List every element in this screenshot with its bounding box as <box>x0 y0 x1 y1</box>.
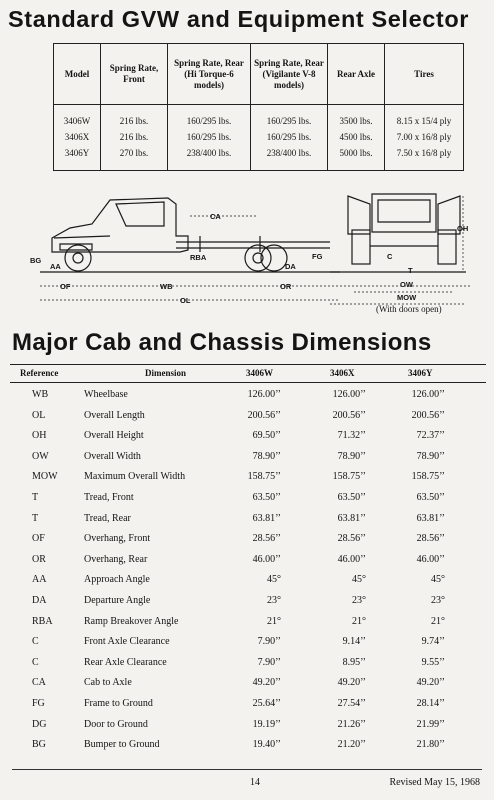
dims-3406w: 63.81’’ <box>252 512 281 524</box>
gvw-header: Spring Rate, Rear (Hi Torque-6 models) <box>168 44 251 105</box>
table-row <box>0 694 494 714</box>
dims-dimension: Rear Axle Clearance <box>84 656 167 668</box>
dims-ref: MOW <box>32 471 58 483</box>
gvw-title: Standard GVW and Equipment Selector <box>8 6 470 32</box>
dims-ref: CA <box>32 677 46 689</box>
dims-3406w: 7.90’’ <box>257 636 281 648</box>
dims-dimension: Tread, Rear <box>84 512 131 524</box>
table-row <box>0 385 494 405</box>
gvw-table <box>53 43 464 171</box>
label-c: C <box>387 252 393 261</box>
dims-3406x: 158.75’’ <box>332 471 366 483</box>
dims-ref: DG <box>32 718 47 730</box>
dims-3406x: 78.90’’ <box>337 450 366 462</box>
dims-dimension: Bumper to Ground <box>84 739 160 751</box>
gvw-header: Spring Rate, Front <box>101 44 168 105</box>
dims-3406y: 28.14’’ <box>416 698 445 709</box>
page-number: 14 <box>250 777 260 788</box>
gvw-cell: 216 lbs. <box>101 105 168 130</box>
dims-3406y: 9.55’’ <box>421 656 445 668</box>
gvw-header: Spring Rate, Rear (Vigilante V-8 models) <box>251 44 328 105</box>
label-ow: OW <box>400 280 413 289</box>
dims-dimension: Tread, Front <box>84 492 134 503</box>
dims-top-rule <box>10 364 486 365</box>
table-row <box>0 632 494 652</box>
label-oh: OH <box>457 224 469 233</box>
dims-3406y: 63.81’’ <box>416 512 445 524</box>
dims-ref: T <box>32 492 39 503</box>
dims-3406y: 63.50’’ <box>416 492 445 503</box>
dims-3406x: 71.32’’ <box>337 430 366 442</box>
dims-3406w: 46.00’’ <box>252 553 281 565</box>
dims-3406w: 69.50’’ <box>252 430 281 442</box>
table-row <box>0 570 494 590</box>
gvw-cell: 3500 lbs. <box>328 105 385 130</box>
diagram-caption: (With doors open) <box>376 304 442 314</box>
dims-3406y: 49.20’’ <box>416 677 445 689</box>
dims-dimension: Overall Length <box>84 409 145 421</box>
gvw-cell: 3406Y <box>54 145 101 171</box>
dims-3406x: 200.56’’ <box>332 409 366 421</box>
gvw-cell: 160/295 lbs. <box>168 105 251 130</box>
dims-3406x: 21.26’’ <box>337 718 366 730</box>
dims-3406y: 72.37’’ <box>416 430 445 442</box>
table-row <box>0 591 494 611</box>
gvw-cell: 160/295 lbs. <box>168 129 251 145</box>
dims-dimension: Cab to Axle <box>84 677 132 689</box>
dims-3406y: 45° <box>431 574 445 586</box>
dims-3406x: 27.54’’ <box>337 698 366 709</box>
dims-3406x: 46.00’’ <box>337 553 366 565</box>
dims-3406x: 8.95’’ <box>342 656 366 668</box>
dims-ref: WB <box>32 389 49 400</box>
dims-3406y: 21.99’’ <box>416 718 445 730</box>
label-or: OR <box>280 282 292 291</box>
dims-3406y: 200.56’’ <box>411 409 445 421</box>
gvw-cell: 216 lbs. <box>101 129 168 145</box>
gvw-cell: 3406X <box>54 129 101 145</box>
dims-dimension: Front Axle Clearance <box>84 636 170 648</box>
label-mow: MOW <box>397 293 417 302</box>
dims-ref: RBA <box>32 615 53 627</box>
dims-3406x: 63.81’’ <box>337 512 366 524</box>
table-row <box>54 105 464 130</box>
dims-dimension: Overall Height <box>84 430 144 442</box>
dims-3406y: 21° <box>431 615 445 627</box>
footer-rule <box>12 769 482 770</box>
gvw-header: Tires <box>385 44 464 105</box>
dims-dimension: Ramp Breakover Angle <box>84 615 179 627</box>
dims-header-dimension: Dimension <box>145 368 187 378</box>
label-fg: FG <box>312 252 323 261</box>
dims-3406x: 21° <box>352 615 366 627</box>
dims-3406x: 126.00’’ <box>332 389 366 400</box>
dims-3406w: 19.40’’ <box>252 739 281 751</box>
table-row <box>54 145 464 171</box>
table-row <box>0 488 494 508</box>
label-t: T <box>408 266 413 275</box>
dims-3406x: 63.50’’ <box>337 492 366 503</box>
dims-dimension: Approach Angle <box>84 574 150 586</box>
dims-ref: C <box>32 636 39 648</box>
label-aa: AA <box>50 262 61 271</box>
dims-3406x: 28.56’’ <box>337 533 366 545</box>
dims-3406y: 78.90’’ <box>416 450 445 462</box>
gvw-cell: 270 lbs. <box>101 145 168 171</box>
dims-dimension: Overhang, Front <box>84 533 151 545</box>
dims-3406w: 23° <box>267 595 281 606</box>
dims-3406y: 28.56’’ <box>416 533 445 545</box>
revision-date: Revised May 15, 1968 <box>389 777 480 788</box>
dims-header-rule <box>10 382 486 383</box>
dims-ref: OL <box>32 409 46 421</box>
dims-3406w: 45° <box>267 574 281 586</box>
gvw-cell: 160/295 lbs. <box>251 105 328 130</box>
dims-3406w: 28.56’’ <box>252 533 281 545</box>
vehicle-dimension-diagram <box>30 186 470 316</box>
gvw-cell: 7.00 x 16/8 ply <box>385 129 464 145</box>
table-row <box>0 426 494 446</box>
table-row <box>0 509 494 529</box>
table-row <box>0 673 494 693</box>
label-rba: RBA <box>190 253 207 262</box>
label-ca: CA <box>210 212 221 221</box>
dims-3406w: 49.20’’ <box>252 677 281 689</box>
dims-3406y: 126.00’’ <box>411 389 445 400</box>
table-row <box>0 550 494 570</box>
label-bg: BG <box>30 256 42 265</box>
dims-3406w: 63.50’’ <box>252 492 281 503</box>
dims-3406x: 49.20’’ <box>337 677 366 689</box>
gvw-cell: 8.15 x 15/4 ply <box>385 105 464 130</box>
table-row <box>0 735 494 755</box>
gvw-cell: 4500 lbs. <box>328 129 385 145</box>
dims-3406y: 23° <box>431 595 445 606</box>
dims-ref: C <box>32 656 39 668</box>
dims-dimension: Maximum Overall Width <box>84 471 186 483</box>
gvw-header-row <box>54 44 464 105</box>
dims-dimension: Frame to Ground <box>84 698 153 709</box>
table-row <box>0 447 494 467</box>
dims-ref: T <box>32 512 39 524</box>
table-row <box>54 129 464 145</box>
dims-3406y: 21.80’’ <box>416 739 445 751</box>
gvw-header: Rear Axle <box>328 44 385 105</box>
table-row <box>0 612 494 632</box>
dims-3406x: 21.20’’ <box>337 739 366 751</box>
table-row <box>0 715 494 735</box>
label-of: OF <box>60 282 71 291</box>
dims-ref: OH <box>32 430 47 442</box>
table-row <box>0 529 494 549</box>
dims-title: Major Cab and Chassis Dimensions <box>12 329 432 356</box>
dims-3406w: 19.19’’ <box>252 718 281 730</box>
gvw-cell: 238/400 lbs. <box>168 145 251 171</box>
dims-ref: OW <box>32 450 49 462</box>
gvw-cell: 7.50 x 16/8 ply <box>385 145 464 171</box>
table-row <box>0 653 494 673</box>
dims-dimension: Overhang, Rear <box>84 553 148 565</box>
table-row <box>0 406 494 426</box>
dims-ref: OF <box>32 533 45 545</box>
dims-ref: FG <box>32 698 45 709</box>
dims-ref: DA <box>32 595 47 606</box>
dims-3406w: 25.64’’ <box>252 698 281 709</box>
dims-ref: BG <box>32 739 46 751</box>
label-da: DA <box>285 262 296 271</box>
gvw-cell: 238/400 lbs. <box>251 145 328 171</box>
gvw-cell: 3406W <box>54 105 101 130</box>
label-wb: WB <box>160 282 173 291</box>
dims-3406w: 158.75’’ <box>247 471 281 483</box>
dims-3406w: 78.90’’ <box>252 450 281 462</box>
dims-3406w: 126.00’’ <box>247 389 281 400</box>
dims-ref: AA <box>32 574 47 586</box>
dims-3406y: 9.74’’ <box>421 636 445 648</box>
label-ol: OL <box>180 296 191 305</box>
dims-dimension: Departure Angle <box>84 595 151 606</box>
dims-3406x: 45° <box>352 574 366 586</box>
dims-header-3406y: 3406Y <box>408 368 433 378</box>
dims-header-reference: Reference <box>20 368 59 378</box>
gvw-header: Model <box>54 44 101 105</box>
dims-dimension: Door to Ground <box>84 718 148 730</box>
dims-3406w: 200.56’’ <box>247 409 281 421</box>
dims-header-3406w: 3406W <box>246 368 273 378</box>
gvw-cell: 160/295 lbs. <box>251 129 328 145</box>
gvw-cell: 5000 lbs. <box>328 145 385 171</box>
dims-dimension: Overall Width <box>84 450 141 462</box>
dims-dimension: Wheelbase <box>84 389 128 400</box>
table-row <box>0 467 494 487</box>
dims-3406w: 21° <box>267 615 281 627</box>
dims-ref: OR <box>32 553 46 565</box>
dims-3406x: 9.14’’ <box>342 636 366 648</box>
dims-header-3406x: 3406X <box>330 368 355 378</box>
dims-3406y: 46.00’’ <box>416 553 445 565</box>
dims-3406w: 7.90’’ <box>257 656 281 668</box>
dims-3406y: 158.75’’ <box>411 471 445 483</box>
dims-3406x: 23° <box>352 595 366 606</box>
